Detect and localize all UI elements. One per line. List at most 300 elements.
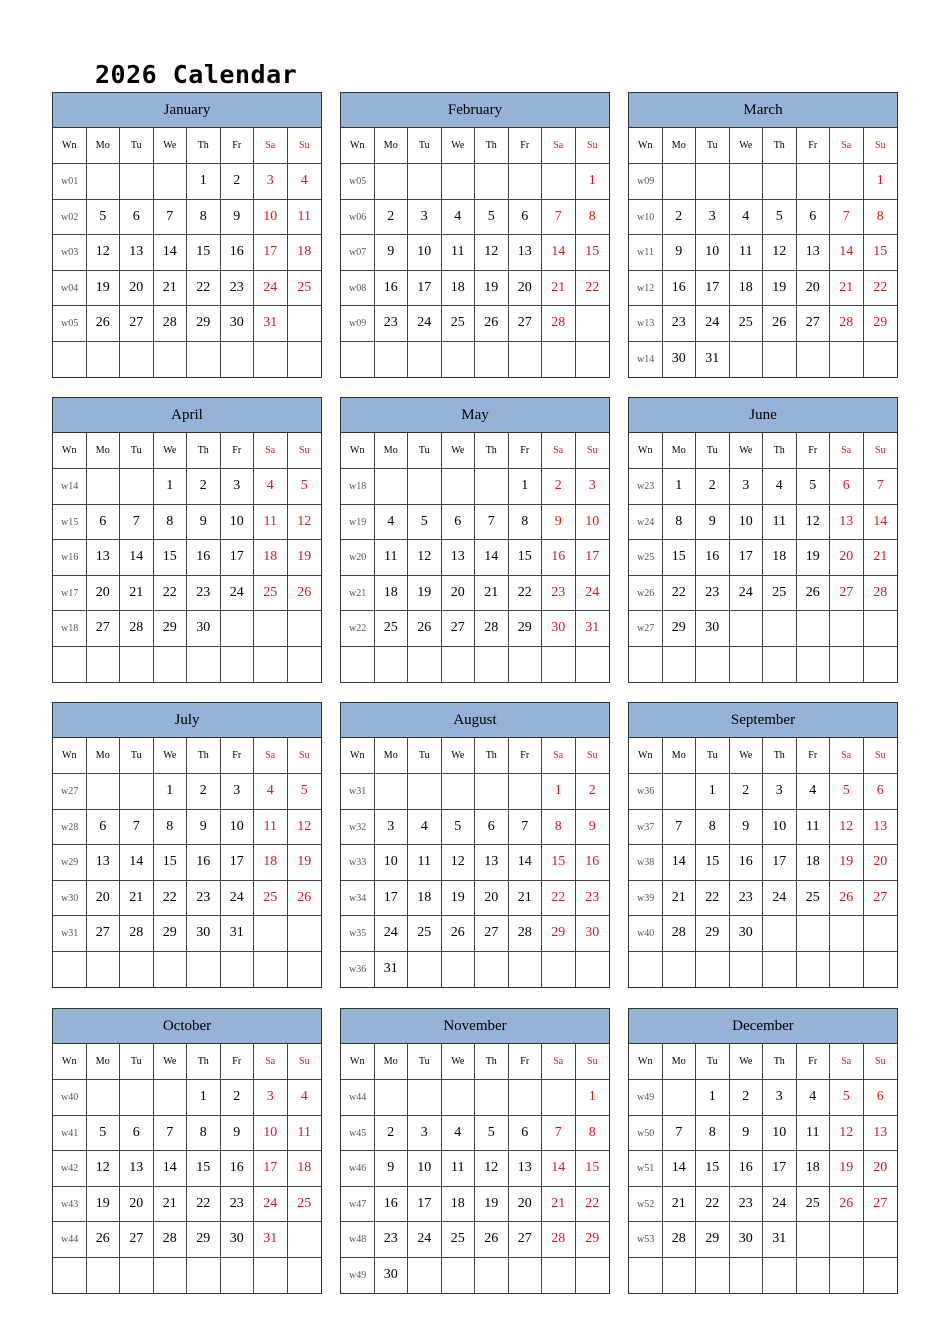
day-cell: 28 (154, 1222, 188, 1258)
day-cell (87, 342, 121, 378)
day-cell (120, 164, 154, 200)
day-cell: 14 (864, 505, 898, 541)
month-grid (629, 1044, 897, 1293)
weekday-header: Wn (629, 738, 663, 774)
month-name: February (341, 93, 609, 128)
weekday-header: Su (288, 128, 322, 164)
weekday-header: Wn (629, 1044, 663, 1080)
weekday-header: Mo (663, 738, 697, 774)
day-cell: 13 (120, 235, 154, 271)
day-cell: 29 (576, 1222, 610, 1258)
day-cell: 17 (408, 271, 442, 307)
day-cell (576, 306, 610, 342)
day-cell: 23 (187, 576, 221, 612)
day-cell: 7 (864, 469, 898, 505)
day-cell: 3 (696, 200, 730, 236)
page-title: 2026 Calendar (95, 60, 298, 89)
day-cell: 28 (663, 916, 697, 952)
day-cell: 13 (864, 1116, 898, 1152)
day-cell: 5 (763, 200, 797, 236)
month-october (52, 1008, 322, 1294)
day-cell: 15 (864, 235, 898, 271)
day-cell: 4 (730, 200, 764, 236)
day-cell (120, 774, 154, 810)
weekday-header: Fr (221, 433, 255, 469)
day-cell: 1 (542, 774, 576, 810)
weekday-header: Sa (254, 128, 288, 164)
week-number: w06 (341, 200, 375, 236)
day-cell (663, 647, 697, 683)
weekday-header: We (154, 128, 188, 164)
day-cell (254, 647, 288, 683)
week-number: w37 (629, 810, 663, 846)
day-cell: 1 (187, 1080, 221, 1116)
day-cell: 19 (475, 271, 509, 307)
weekday-header: Tu (120, 128, 154, 164)
weekday-header: We (442, 128, 476, 164)
day-cell: 29 (663, 611, 697, 647)
day-cell (375, 647, 409, 683)
day-cell (375, 164, 409, 200)
day-cell: 20 (475, 881, 509, 917)
day-cell: 30 (221, 1222, 255, 1258)
day-cell: 2 (730, 1080, 764, 1116)
day-cell: 18 (442, 1187, 476, 1223)
month-name: June (629, 398, 897, 433)
month-grid (629, 128, 897, 377)
day-cell: 11 (763, 505, 797, 541)
day-cell (830, 1258, 864, 1294)
day-cell: 11 (254, 810, 288, 846)
day-cell: 8 (663, 505, 697, 541)
month-august (340, 702, 610, 988)
day-cell: 28 (509, 916, 543, 952)
day-cell: 2 (221, 1080, 255, 1116)
day-cell: 6 (864, 1080, 898, 1116)
weekday-header: Mo (375, 128, 409, 164)
month-february (340, 92, 610, 378)
day-cell: 28 (663, 1222, 697, 1258)
day-cell (763, 647, 797, 683)
weekday-header: Mo (663, 128, 697, 164)
day-cell (696, 952, 730, 988)
month-grid (53, 128, 321, 377)
month-grid (341, 128, 609, 377)
day-cell: 3 (763, 774, 797, 810)
weekday-header: Sa (254, 433, 288, 469)
day-cell: 21 (154, 1187, 188, 1223)
day-cell (864, 1222, 898, 1258)
day-cell: 29 (187, 1222, 221, 1258)
day-cell: 7 (542, 200, 576, 236)
day-cell (475, 164, 509, 200)
month-name: March (629, 93, 897, 128)
month-july (52, 702, 322, 988)
weekday-header: Fr (509, 1044, 543, 1080)
day-cell: 2 (375, 200, 409, 236)
weekday-header: Wn (629, 433, 663, 469)
day-cell: 17 (254, 235, 288, 271)
day-cell (408, 952, 442, 988)
day-cell: 25 (730, 306, 764, 342)
day-cell: 10 (696, 235, 730, 271)
day-cell: 27 (87, 611, 121, 647)
day-cell: 14 (154, 235, 188, 271)
day-cell: 16 (730, 1151, 764, 1187)
day-cell: 30 (187, 916, 221, 952)
week-number: w28 (53, 810, 87, 846)
day-cell (254, 952, 288, 988)
weekday-header: Tu (408, 128, 442, 164)
day-cell: 31 (375, 952, 409, 988)
day-cell: 24 (375, 916, 409, 952)
week-number: w29 (53, 845, 87, 881)
day-cell: 28 (830, 306, 864, 342)
day-cell: 27 (475, 916, 509, 952)
week-number: w26 (629, 576, 663, 612)
day-cell (730, 647, 764, 683)
day-cell (509, 647, 543, 683)
day-cell (187, 342, 221, 378)
day-cell: 8 (576, 200, 610, 236)
day-cell: 12 (763, 235, 797, 271)
week-number: w16 (53, 540, 87, 576)
day-cell (375, 774, 409, 810)
day-cell: 13 (509, 235, 543, 271)
day-cell: 7 (830, 200, 864, 236)
day-cell: 19 (830, 1151, 864, 1187)
week-number: w15 (53, 505, 87, 541)
weekday-header: Sa (542, 433, 576, 469)
week-number: w49 (629, 1080, 663, 1116)
day-cell: 4 (288, 1080, 322, 1116)
day-cell (830, 1222, 864, 1258)
day-cell: 9 (187, 505, 221, 541)
day-cell: 31 (221, 916, 255, 952)
day-cell: 6 (120, 1116, 154, 1152)
day-cell: 21 (120, 881, 154, 917)
day-cell (221, 1258, 255, 1294)
week-number: w12 (629, 271, 663, 307)
weekday-header: We (442, 433, 476, 469)
day-cell: 20 (864, 845, 898, 881)
week-number: w52 (629, 1187, 663, 1223)
day-cell: 27 (864, 881, 898, 917)
day-cell: 15 (542, 845, 576, 881)
day-cell: 21 (663, 1187, 697, 1223)
day-cell: 5 (87, 200, 121, 236)
day-cell: 20 (87, 576, 121, 612)
weekday-header: Wn (341, 1044, 375, 1080)
day-cell (154, 952, 188, 988)
day-cell: 25 (763, 576, 797, 612)
day-cell: 24 (221, 576, 255, 612)
day-cell: 27 (864, 1187, 898, 1223)
day-cell: 9 (375, 235, 409, 271)
day-cell: 26 (830, 1187, 864, 1223)
day-cell: 14 (663, 1151, 697, 1187)
day-cell: 23 (730, 881, 764, 917)
day-cell: 11 (797, 810, 831, 846)
day-cell (763, 164, 797, 200)
day-cell: 22 (187, 1187, 221, 1223)
day-cell (154, 1080, 188, 1116)
day-cell: 5 (442, 810, 476, 846)
day-cell (87, 647, 121, 683)
month-grid (629, 433, 897, 682)
day-cell (730, 164, 764, 200)
weekday-header: Th (763, 738, 797, 774)
day-cell: 22 (864, 271, 898, 307)
day-cell (797, 164, 831, 200)
day-cell (87, 774, 121, 810)
week-number (629, 952, 663, 988)
day-cell (730, 611, 764, 647)
weekday-header: Th (475, 128, 509, 164)
week-number: w39 (629, 881, 663, 917)
day-cell: 17 (730, 540, 764, 576)
day-cell (442, 469, 476, 505)
day-cell: 25 (442, 306, 476, 342)
weekday-header: Wn (341, 433, 375, 469)
day-cell (120, 1080, 154, 1116)
day-cell: 5 (288, 774, 322, 810)
day-cell (830, 164, 864, 200)
day-cell (797, 916, 831, 952)
day-cell: 16 (221, 1151, 255, 1187)
day-cell (375, 342, 409, 378)
day-cell (87, 469, 121, 505)
day-cell: 1 (696, 1080, 730, 1116)
week-number: w41 (53, 1116, 87, 1152)
day-cell: 28 (120, 916, 154, 952)
day-cell: 30 (221, 306, 255, 342)
weekday-header: Tu (408, 738, 442, 774)
week-number: w27 (53, 774, 87, 810)
day-cell: 30 (696, 611, 730, 647)
weekday-header: Mo (375, 738, 409, 774)
day-cell: 17 (221, 845, 255, 881)
day-cell: 22 (576, 1187, 610, 1223)
weekday-header: Th (187, 128, 221, 164)
day-cell: 4 (442, 200, 476, 236)
day-cell (509, 952, 543, 988)
day-cell: 10 (221, 810, 255, 846)
day-cell: 7 (542, 1116, 576, 1152)
day-cell: 23 (221, 1187, 255, 1223)
day-cell: 23 (696, 576, 730, 612)
day-cell (475, 1258, 509, 1294)
week-number: w49 (341, 1258, 375, 1294)
weekday-header: We (442, 1044, 476, 1080)
weekday-header: Su (864, 738, 898, 774)
day-cell: 5 (475, 200, 509, 236)
day-cell (864, 916, 898, 952)
day-cell: 27 (442, 611, 476, 647)
day-cell: 21 (830, 271, 864, 307)
day-cell: 10 (375, 845, 409, 881)
day-cell: 31 (576, 611, 610, 647)
day-cell: 20 (120, 271, 154, 307)
day-cell: 9 (542, 505, 576, 541)
day-cell (475, 342, 509, 378)
day-cell: 13 (87, 540, 121, 576)
day-cell (509, 1258, 543, 1294)
weekday-header: Mo (663, 433, 697, 469)
day-cell: 24 (408, 1222, 442, 1258)
day-cell: 16 (663, 271, 697, 307)
day-cell: 21 (542, 271, 576, 307)
day-cell: 23 (375, 306, 409, 342)
day-cell: 29 (154, 611, 188, 647)
day-cell: 12 (475, 235, 509, 271)
day-cell (797, 647, 831, 683)
day-cell (254, 1258, 288, 1294)
day-cell (408, 1258, 442, 1294)
day-cell: 15 (154, 540, 188, 576)
day-cell: 29 (696, 916, 730, 952)
day-cell: 13 (120, 1151, 154, 1187)
day-cell: 23 (542, 576, 576, 612)
day-cell: 15 (187, 1151, 221, 1187)
day-cell: 30 (187, 611, 221, 647)
day-cell (408, 1080, 442, 1116)
weekday-header: Th (187, 433, 221, 469)
day-cell (663, 1258, 697, 1294)
day-cell (442, 342, 476, 378)
day-cell: 25 (442, 1222, 476, 1258)
day-cell: 19 (288, 540, 322, 576)
day-cell: 8 (696, 1116, 730, 1152)
day-cell: 2 (187, 774, 221, 810)
month-name: April (53, 398, 321, 433)
day-cell: 22 (663, 576, 697, 612)
weekday-header: Wn (341, 738, 375, 774)
day-cell: 12 (475, 1151, 509, 1187)
day-cell: 20 (830, 540, 864, 576)
day-cell: 5 (475, 1116, 509, 1152)
day-cell: 24 (408, 306, 442, 342)
weekday-header: Th (475, 433, 509, 469)
weekday-header: We (730, 128, 764, 164)
day-cell: 21 (542, 1187, 576, 1223)
weekday-header: Sa (542, 1044, 576, 1080)
day-cell: 19 (288, 845, 322, 881)
day-cell: 11 (375, 540, 409, 576)
day-cell: 16 (375, 1187, 409, 1223)
day-cell: 11 (288, 1116, 322, 1152)
day-cell (864, 342, 898, 378)
week-number: w44 (53, 1222, 87, 1258)
day-cell (864, 952, 898, 988)
day-cell: 3 (254, 1080, 288, 1116)
weekday-header: We (730, 433, 764, 469)
week-number: w17 (53, 576, 87, 612)
day-cell: 17 (221, 540, 255, 576)
day-cell (797, 952, 831, 988)
weekday-header: Fr (509, 433, 543, 469)
day-cell: 25 (288, 271, 322, 307)
week-number: w20 (341, 540, 375, 576)
day-cell: 7 (120, 505, 154, 541)
day-cell: 29 (864, 306, 898, 342)
day-cell: 16 (542, 540, 576, 576)
day-cell (375, 1080, 409, 1116)
month-grid (629, 738, 897, 987)
day-cell (509, 164, 543, 200)
day-cell: 28 (542, 1222, 576, 1258)
day-cell (542, 164, 576, 200)
weekday-header: We (442, 738, 476, 774)
weekday-header: Su (864, 128, 898, 164)
day-cell: 9 (221, 1116, 255, 1152)
day-cell: 19 (442, 881, 476, 917)
day-cell: 7 (663, 1116, 697, 1152)
day-cell (187, 647, 221, 683)
day-cell: 21 (154, 271, 188, 307)
day-cell: 7 (154, 200, 188, 236)
day-cell: 9 (375, 1151, 409, 1187)
day-cell (221, 611, 255, 647)
day-cell: 13 (830, 505, 864, 541)
day-cell: 2 (542, 469, 576, 505)
weekday-header: Sa (830, 128, 864, 164)
day-cell (254, 611, 288, 647)
day-cell (797, 1222, 831, 1258)
day-cell (120, 1258, 154, 1294)
week-number: w32 (341, 810, 375, 846)
day-cell: 8 (187, 1116, 221, 1152)
day-cell: 19 (475, 1187, 509, 1223)
day-cell: 6 (509, 200, 543, 236)
day-cell (120, 952, 154, 988)
day-cell (408, 164, 442, 200)
week-number: w09 (341, 306, 375, 342)
month-name: October (53, 1009, 321, 1044)
day-cell (442, 647, 476, 683)
day-cell: 31 (254, 1222, 288, 1258)
day-cell: 24 (763, 881, 797, 917)
week-number: w50 (629, 1116, 663, 1152)
day-cell: 12 (288, 505, 322, 541)
day-cell: 29 (187, 306, 221, 342)
day-cell: 7 (475, 505, 509, 541)
week-number: w10 (629, 200, 663, 236)
day-cell (475, 774, 509, 810)
day-cell (576, 647, 610, 683)
day-cell: 28 (120, 611, 154, 647)
day-cell: 14 (663, 845, 697, 881)
day-cell: 5 (288, 469, 322, 505)
day-cell: 21 (475, 576, 509, 612)
month-may (340, 397, 610, 683)
month-april (52, 397, 322, 683)
month-grid (341, 738, 609, 987)
week-number: w38 (629, 845, 663, 881)
weekday-header: Tu (696, 433, 730, 469)
day-cell (288, 342, 322, 378)
day-cell (254, 916, 288, 952)
weekday-header: Sa (830, 738, 864, 774)
day-cell: 1 (696, 774, 730, 810)
day-cell: 16 (375, 271, 409, 307)
day-cell: 1 (663, 469, 697, 505)
weekday-header: Th (763, 433, 797, 469)
day-cell: 23 (663, 306, 697, 342)
day-cell: 11 (730, 235, 764, 271)
day-cell: 23 (375, 1222, 409, 1258)
week-number: w46 (341, 1151, 375, 1187)
